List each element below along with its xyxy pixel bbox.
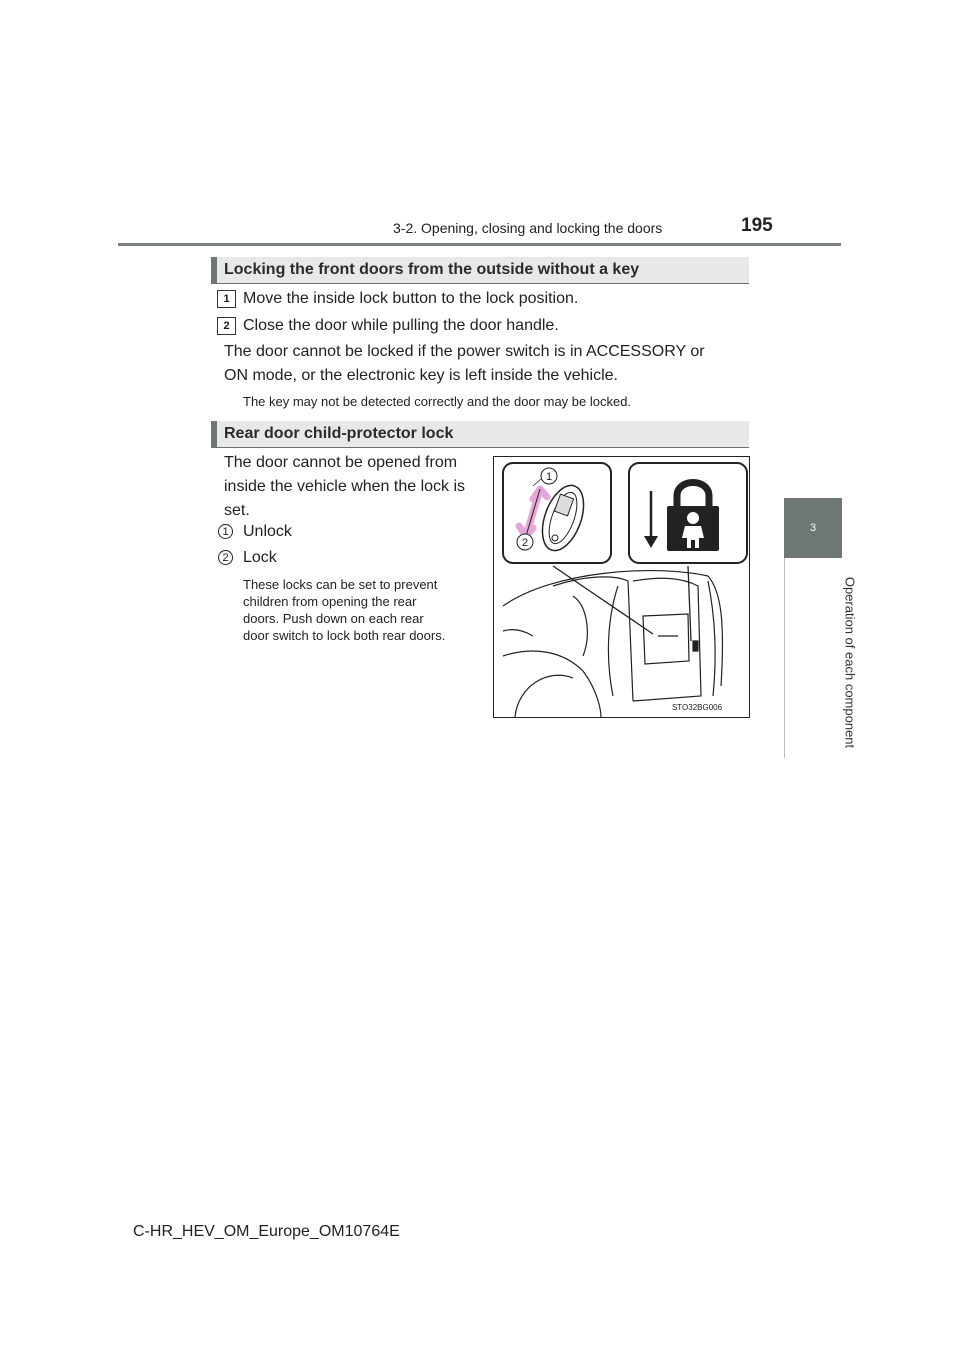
intro-line-2: inside the vehicle when the lock is [224,478,466,495]
paragraph-line-1: The door cannot be locked if the power switch is in ACCESSORY or [224,343,705,360]
child-lock-illustration [493,456,750,718]
item-number-1: 1 [218,524,233,539]
chapter-tab-label: Operation of each component [842,576,858,749]
step-text-2: Close the door while pulling the door handle. [243,317,559,334]
intro-line-3: set. [224,502,250,519]
intro-line-1: The door cannot be opened from [224,454,458,471]
section-heading-text: Locking the front doors from the outside without a key [224,261,640,278]
figure-callout-2: 2 [521,537,529,549]
running-header: 3-2. Opening, closing and locking the doors [393,220,663,236]
item-text-unlock: Unlock [243,523,292,540]
child-lock-figure [493,456,750,718]
note-line-2: children from opening the rear [243,594,417,609]
paragraph-line-2: ON mode, or the electronic key is left inside the vehicle. [224,367,618,384]
note-line-4: door switch to lock both rear doors. [243,628,446,643]
document-id: C-HR_HEV_OM_Europe_OM10764E [133,1223,400,1240]
figure-code: STO32BG006 [671,703,723,712]
section-heading-bar [211,257,217,283]
step-number-1: 1 [217,290,236,308]
section-heading-bar [211,421,217,447]
item-text-lock: Lock [243,549,277,566]
note-line-3: doors. Push down on each rear [243,611,424,626]
page-number: 195 [741,215,773,236]
chapter-tab: 3 [784,498,842,558]
note-text: The key may not be detected correctly and the door may be locked. [243,394,632,409]
step-text-1: Move the inside lock button to the lock position. [243,290,579,307]
section-heading-text: Rear door child-protector lock [224,425,454,442]
figure-callout-1: 1 [545,471,553,483]
header-rule [118,243,841,246]
section-heading-child-lock [211,421,749,448]
item-number-2: 2 [218,550,233,565]
section-heading-front-doors [211,257,749,284]
step-number-2: 2 [217,317,236,335]
chapter-tab-line [784,558,843,758]
note-line-1: These locks can be set to prevent [243,577,438,592]
